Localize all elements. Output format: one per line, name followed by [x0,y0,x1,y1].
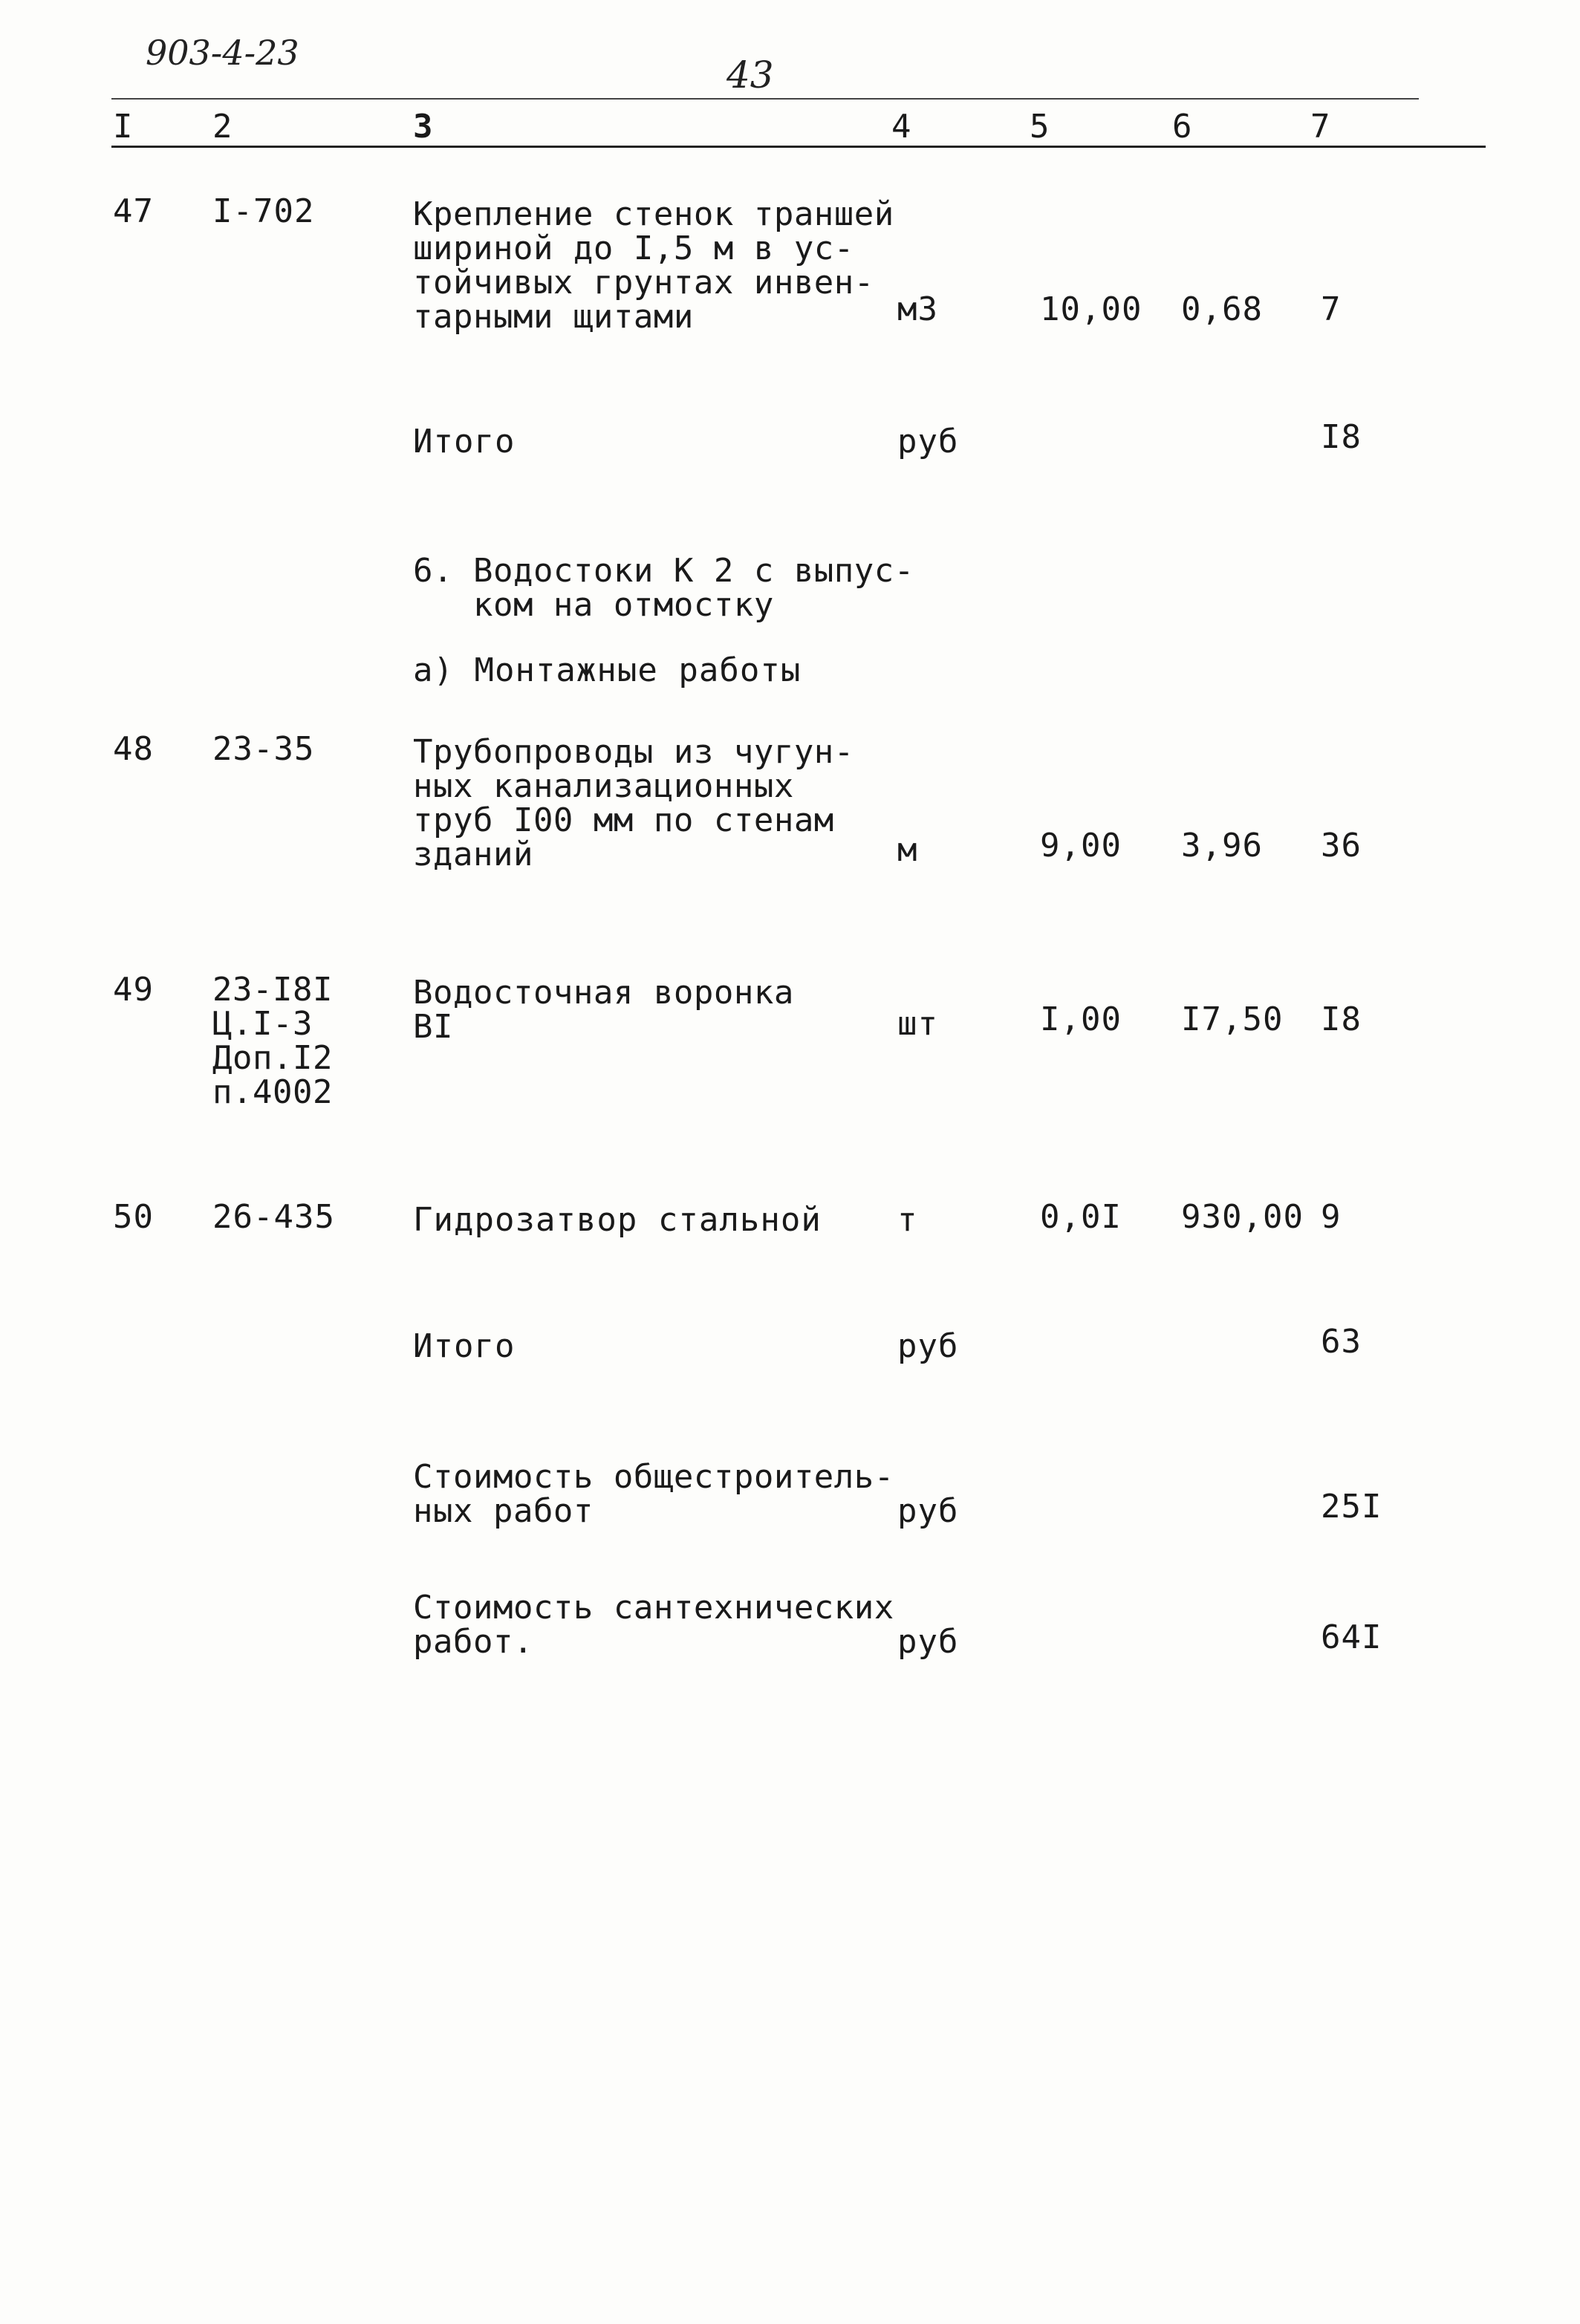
col-header-4: 4 [891,108,912,146]
subtotal-2-label: Итого [413,1327,516,1365]
row-47-desc: Крепление стенок траншей шириной до I,5 м в ус- тойчивых грунтах инвен- тарными щитами [413,195,894,336]
row-49-code: 23-I8I Ц.I-3 Доп.I2 п.4002 [212,971,333,1111]
row-49-desc: Водосточная воронка ВI [413,974,794,1046]
row-48-num: 48 [113,730,154,768]
general-works-cost-unit: руб [897,1492,959,1530]
col-header-1: I [113,108,134,146]
col-header-5: 5 [1030,108,1050,146]
subtotal-2-total: 63 [1321,1323,1362,1361]
row-49-total: I8 [1321,1000,1362,1038]
row-50-code: 26-435 [212,1198,335,1236]
row-50-total: 9 [1321,1198,1342,1236]
col-header-3: 3 [413,108,434,146]
general-works-cost-label: Стоимость общестроитель- ных работ [413,1458,894,1530]
row-47-total: 7 [1321,290,1342,328]
row-49-num: 49 [113,971,154,1009]
row-48-code: 23-35 [212,730,315,768]
row-50-desc: Гидрозатвор стальной [413,1201,822,1239]
plumbing-works-cost-unit: руб [897,1623,959,1661]
row-47-qty: 10,00 [1040,290,1142,328]
row-49-price: I7,50 [1181,1000,1284,1038]
subtotal-2-unit: руб [897,1327,959,1365]
document-code: 903-4-23 [146,33,299,73]
subtotal-1-label: Итого [413,423,516,460]
row-50-price: 930,00 [1181,1198,1304,1236]
row-47-price: 0,68 [1181,290,1263,328]
row-50-unit: т [897,1201,918,1239]
col-header-6: 6 [1172,108,1193,146]
row-50-num: 50 [113,1198,154,1236]
subtotal-1-total: I8 [1321,418,1362,456]
row-48-price: 3,96 [1181,827,1263,865]
plumbing-works-cost-label: Стоимость сантехнических работ. [413,1589,894,1661]
row-47-unit: м3 [897,290,938,328]
col-header-7: 7 [1310,108,1331,146]
header-rule [111,146,1486,148]
general-works-cost-total: 25I [1321,1488,1382,1526]
row-48-total: 36 [1321,827,1362,865]
col-header-2: 2 [212,108,233,146]
page-number: 43 [726,53,774,97]
row-47-num: 47 [113,192,154,230]
section-6-title: 6. Водостоки К 2 с выпус- ком на отмостку [413,552,914,624]
subtotal-1-unit: руб [897,423,959,460]
subsection-a: а) Монтажные работы [413,651,802,689]
row-48-desc: Трубопроводы из чугун- ных канализационных труб I00 мм по стенам зданий [413,733,854,873]
row-48-qty: 9,00 [1040,827,1122,865]
row-47-code: I-702 [212,192,315,230]
row-50-qty: 0,0I [1040,1198,1122,1236]
row-49-unit: шт [897,1005,938,1043]
plumbing-works-cost-total: 64I [1321,1618,1382,1656]
row-49-qty: I,00 [1040,1000,1122,1038]
top-rule [111,98,1419,100]
row-48-unit: м [897,831,918,869]
